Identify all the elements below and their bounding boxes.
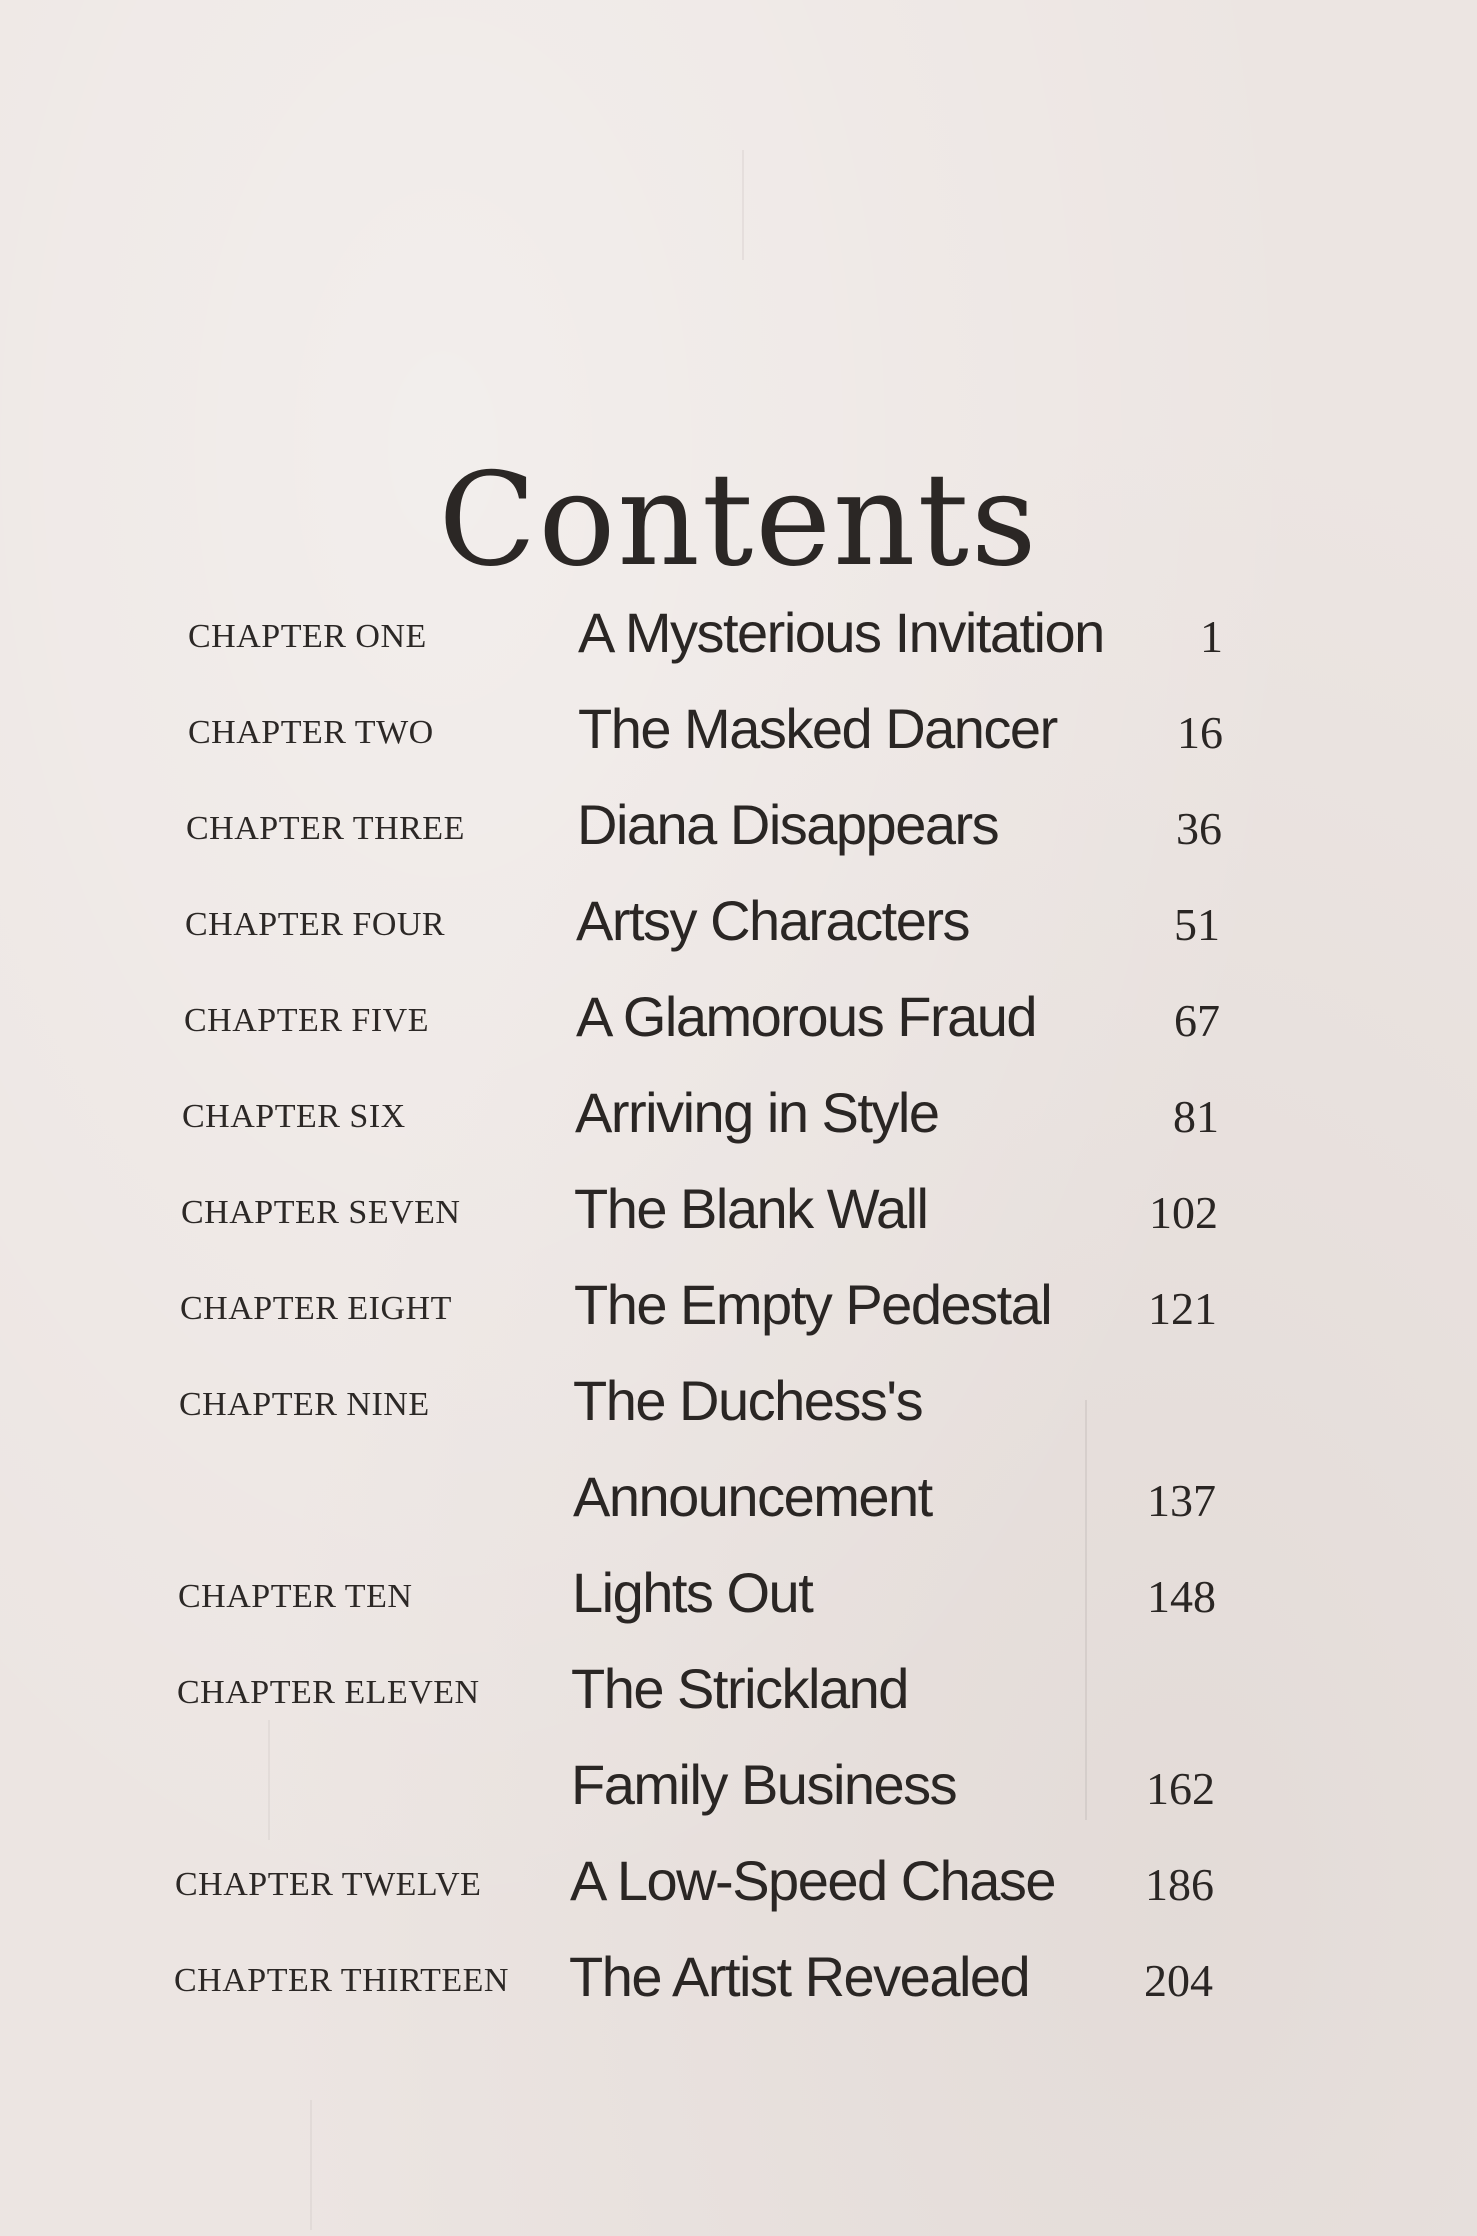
chapter-title: The Duchess's <box>573 1369 923 1432</box>
chapter-title: The Empty Pedestal <box>574 1273 1052 1336</box>
page-number: 1 <box>1200 611 1223 662</box>
chapter-title: Artsy Characters <box>576 889 969 952</box>
chapter-label: CHAPTER SEVEN <box>181 1194 461 1231</box>
page-number: 81 <box>1173 1091 1219 1142</box>
chapter-title: A Mysterious Invitation <box>578 601 1104 664</box>
chapter-title: Family Business <box>571 1753 957 1816</box>
chapter-title: A Low-Speed Chase <box>570 1849 1056 1912</box>
page-number: 102 <box>1149 1187 1218 1238</box>
chapter-title: Diana Disappears <box>577 793 999 856</box>
page-number: 148 <box>1147 1571 1216 1622</box>
page-number: 121 <box>1148 1283 1217 1334</box>
page-number: 137 <box>1147 1475 1216 1526</box>
page-number: 67 <box>1174 995 1220 1046</box>
chapter-label: CHAPTER ONE <box>188 618 427 655</box>
page-title: Contents <box>438 445 1039 595</box>
page-number: 186 <box>1145 1859 1214 1910</box>
chapter-label: CHAPTER TEN <box>178 1578 413 1615</box>
chapter-title: A Glamorous Fraud <box>576 985 1037 1048</box>
chapter-title: The Blank Wall <box>574 1177 928 1240</box>
chapter-label: CHAPTER EIGHT <box>180 1290 452 1327</box>
chapter-title: The Masked Dancer <box>578 697 1057 760</box>
page-number: 36 <box>1176 803 1222 854</box>
page-number: 204 <box>1144 1955 1213 2006</box>
page-number: 162 <box>1146 1763 1215 1814</box>
chapter-title: Announcement <box>573 1465 932 1528</box>
chapter-label: CHAPTER THREE <box>186 810 465 847</box>
page-number: 51 <box>1174 899 1220 950</box>
chapter-title: Lights Out <box>572 1561 813 1624</box>
chapter-label: CHAPTER NINE <box>179 1386 430 1423</box>
chapter-label: CHAPTER THIRTEEN <box>174 1962 509 1999</box>
chapter-label: CHAPTER TWO <box>188 714 434 751</box>
chapter-title: Arriving in Style <box>575 1081 939 1144</box>
chapter-label: CHAPTER FOUR <box>185 906 446 943</box>
chapter-label: CHAPTER FIVE <box>184 1002 429 1039</box>
page-number: 16 <box>1177 707 1223 758</box>
chapter-label: CHAPTER ELEVEN <box>177 1674 480 1711</box>
chapter-title: The Strickland <box>571 1657 908 1720</box>
chapter-label: CHAPTER TWELVE <box>175 1866 482 1903</box>
chapter-label: CHAPTER SIX <box>182 1098 406 1135</box>
chapter-title: The Artist Revealed <box>569 1945 1030 2008</box>
